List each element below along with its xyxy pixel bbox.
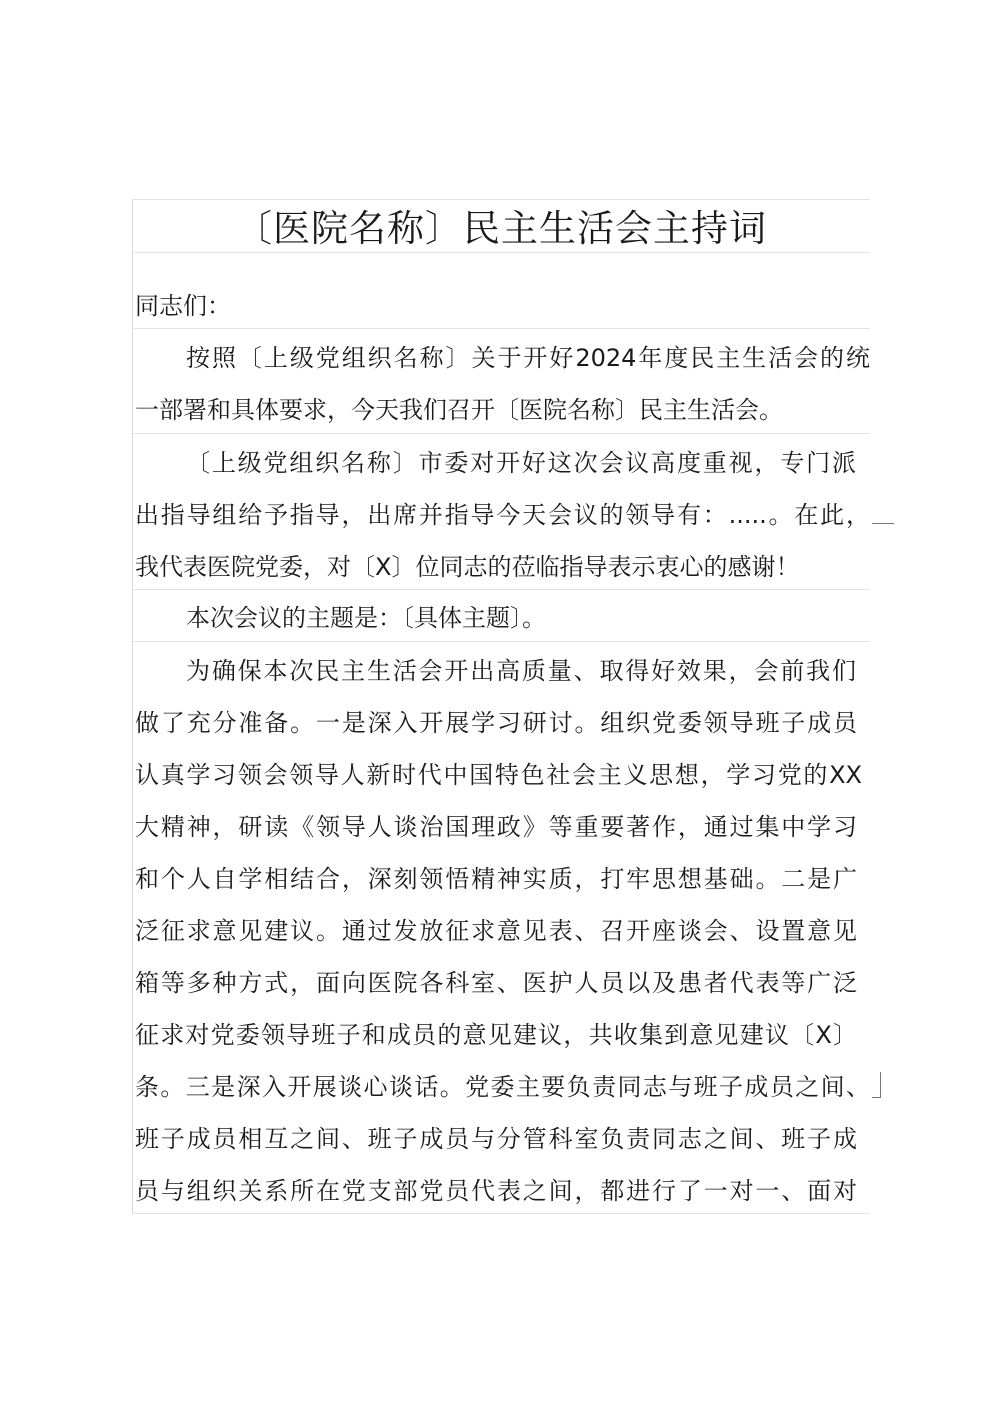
paragraph-line: 一部署和具体要求，今天我们召开〔医院名称〕民主生活会。 (135, 396, 783, 424)
margin-mark (880, 1072, 881, 1098)
paragraph-line: 大精神，研读《领导人谈治国理政》等重要著作，通过集中学习 (135, 813, 857, 841)
paragraph-line: 本次会议的主题是：〔具体主题〕。 (186, 604, 546, 632)
paragraph-line: 征求对党委领导班子和成员的意见建议，共收集到意见建议〔X〕 (135, 1021, 857, 1049)
rule-line (132, 641, 870, 642)
rule-line (132, 1213, 870, 1214)
document-title: 〔医院名称〕民主生活会主持词 (235, 207, 767, 250)
salutation: 同志们： (135, 292, 231, 320)
paragraph-line: 和个人自学相结合，深刻领悟精神实质，打牢思想基础。二是广 (135, 865, 857, 893)
paragraph-line: 条。三是深入开展谈心谈话。党委主要负责同志与班子成员之间、 (135, 1073, 870, 1101)
paragraph-line: 按照〔上级党组织名称〕关于开好2024年度民主生活会的统 (186, 344, 870, 372)
paragraph-line: 认真学习领会领导人新时代中国特色社会主义思想，学习党的XX (135, 761, 862, 789)
rule-line (132, 433, 870, 434)
rule-line (132, 328, 870, 329)
margin-mark (872, 1097, 880, 1098)
paragraph-line: 箱等多种方式，面向医院各科室、医护人员以及患者代表等广泛 (135, 969, 857, 997)
rule-line (132, 199, 870, 200)
paragraph-line: 做了充分准备。一是深入开展学习研讨。组织党委领导班子成员 (135, 709, 857, 737)
paragraph-line: 我代表医院党委，对〔X〕位同志的莅临指导表示衷心的感谢！ (135, 553, 800, 581)
rule-line (132, 589, 870, 590)
paragraph-line: 员与组织关系所在党支部党员代表之间，都进行了一对一、面对 (135, 1177, 857, 1205)
paragraph-line: 出指导组给予指导，出席并指导今天会议的领导有：.....。在此， (135, 501, 870, 529)
paragraph-line: 为确保本次民主生活会开出高质量、取得好效果，会前我们 (186, 657, 856, 685)
paragraph-line: 〔上级党组织名称〕市委对开好这次会议高度重视，专门派 (186, 449, 856, 477)
margin-mark (872, 523, 894, 524)
paragraph-line: 班子成员相互之间、班子成员与分管科室负责同志之间、班子成 (135, 1125, 857, 1153)
paragraph-line: 泛征求意见建议。通过发放征求意见表、召开座谈会、设置意见 (135, 917, 857, 945)
